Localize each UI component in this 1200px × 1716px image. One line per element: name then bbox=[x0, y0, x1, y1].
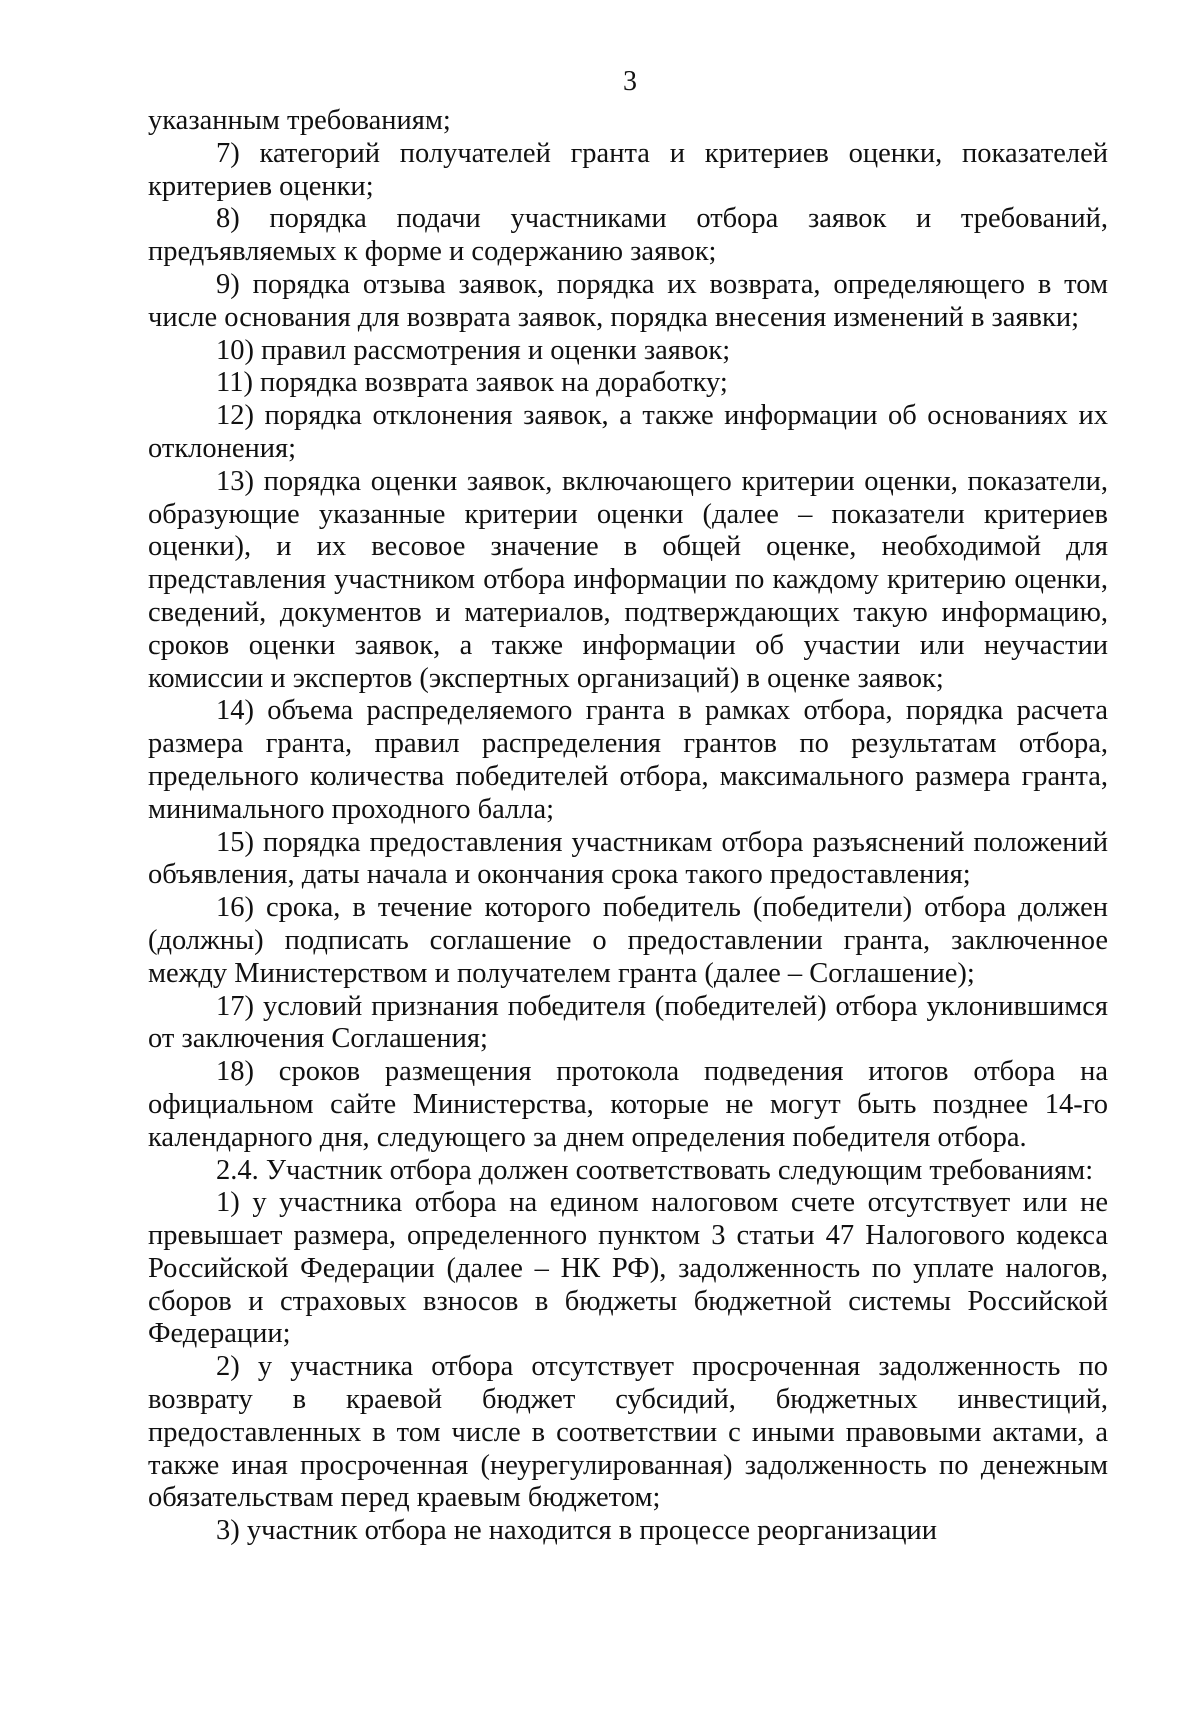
requirement-item-1: 1) у участника отбора на едином налоговом счете отсутствует или не превышает размера, определенного пунктом 3 статьи 47 Налогового кодекса Российской Федерации (далее – НК РФ), задолженность по уплате налогов, сборов и страховых взносов в бюджеты бюджетной системы Российской Федерации; bbox=[148, 1187, 1108, 1350]
list-item-18: 18) сроков размещения протокола подведения итогов отбора на официальном сайте Министерства, которые не могут быть позднее 14-го календарного дня, следующего за днем определения победителя отбора. bbox=[148, 1056, 1108, 1153]
list-item-15: 15) порядка предоставления участникам отбора разъяснений положений объявления, даты начала и окончания срока такого предоставления; bbox=[148, 826, 1108, 891]
list-item-12: 12) порядка отклонения заявок, а также информации об основаниях их отклонения; bbox=[148, 400, 1108, 464]
list-item-8: 8) порядка подачи участниками отбора заявок и требований, предъявляемых к форме и содержанию заявок; bbox=[148, 203, 1108, 268]
list-item-11: 11) порядка возврата заявок на доработку; bbox=[216, 367, 728, 399]
list-item-9: 9) порядка отзыва заявок, порядка их возврата, определяющего в том числе основания для возврата заявок, порядка внесения изменений в заявки; bbox=[148, 268, 1108, 333]
requirement-item-3: 3) участник отбора не находится в процессе реорганизации bbox=[216, 1515, 938, 1547]
list-item-16: 16) срока, в течение которого победитель (победители) отбора должен (должны) подписать соглашение о предоставлении гранта, заключенное между Министерством и получателем гранта (далее – Соглашение); bbox=[148, 892, 1108, 989]
list-item-10: 10) правил рассмотрения и оценки заявок; bbox=[216, 334, 731, 366]
list-item-17: 17) условий признания победителя (победителей) отбора уклонившимся от заключения Соглашения; bbox=[148, 990, 1108, 1055]
paragraph-continuation: указанным требованиям; bbox=[148, 105, 451, 136]
list-item-7: 7) категорий получателей гранта и критериев оценки, показателей критериев оценки; bbox=[148, 137, 1108, 202]
list-item-13: 13) порядка оценки заявок, включающего критерии оценки, показатели, образующие указанные критерии оценки (далее – показатели критериев оценки), и их весовое значение в общей оценке, необходимой для представления участником отбора информации по каждому критерию оценки, сведений, документов и материалов, подтверждающих такую информацию, сроков оценки заявок, а также информации об участии или неучастии комиссии и экспертов (экспертных организаций) в оценке заявок; bbox=[148, 465, 1108, 694]
section-2-4-heading: 2.4. Участник отбора должен соответствовать следующим требованиям: bbox=[216, 1154, 1094, 1186]
page-number: 3 bbox=[623, 66, 637, 97]
requirement-item-2: 2) у участника отбора отсутствует просроченная задолженность по возврату в краевой бюджет субсидий, бюджетных инвестиций, предоставленных в том числе в соответствии с иными правовыми актами, а также иная просроченная (неурегулированная) задолженность по денежным обязательствам перед краевым бюджетом; bbox=[148, 1351, 1108, 1514]
document-body bbox=[148, 105, 1108, 1548]
list-item-14: 14) объема распределяемого гранта в рамках отбора, порядка расчета размера гранта, правил распределения грантов по результатам отбора, предельного количества победителей отбора, максимального размера гранта, минимального проходного балла; bbox=[148, 695, 1108, 825]
